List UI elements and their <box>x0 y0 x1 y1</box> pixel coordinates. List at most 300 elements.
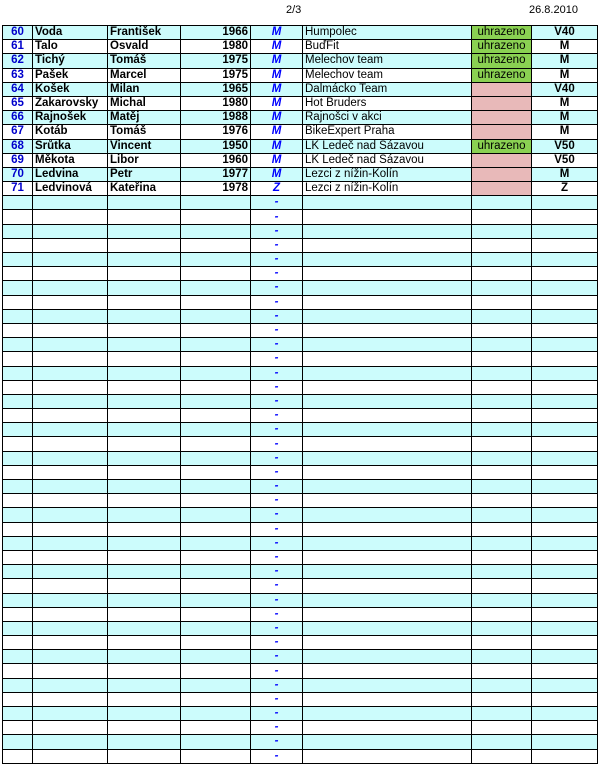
cell-number <box>3 536 33 550</box>
cell-number <box>3 423 33 437</box>
cell-year <box>181 678 251 692</box>
cell-firstname <box>108 295 181 309</box>
cell-year: 1978 <box>181 182 251 196</box>
cell-sex: - <box>251 607 303 621</box>
cell-sex: - <box>251 678 303 692</box>
cell-number <box>3 196 33 210</box>
cell-number <box>3 678 33 692</box>
cell-number <box>3 224 33 238</box>
cell-sex: - <box>251 323 303 337</box>
cell-year <box>181 650 251 664</box>
cell-surname <box>33 494 108 508</box>
cell-team <box>303 593 472 607</box>
cell-number <box>3 593 33 607</box>
cell-surname: Rajnošek <box>33 111 108 125</box>
cell-surname <box>33 508 108 522</box>
cell-sex: - <box>251 366 303 380</box>
table-row <box>3 82 598 96</box>
cell-category: M <box>532 40 598 54</box>
cell-sex: - <box>251 707 303 721</box>
cell-category: M <box>532 96 598 110</box>
cell-category <box>532 238 598 252</box>
cell-category <box>532 267 598 281</box>
cell-year: 1950 <box>181 139 251 153</box>
cell-sex: M <box>251 139 303 153</box>
cell-sex: - <box>251 565 303 579</box>
table-row <box>3 593 598 607</box>
cell-payment <box>472 536 532 550</box>
cell-surname <box>33 536 108 550</box>
cell-year <box>181 607 251 621</box>
cell-team <box>303 636 472 650</box>
cell-payment <box>472 508 532 522</box>
cell-number <box>3 494 33 508</box>
cell-surname <box>33 664 108 678</box>
cell-firstname <box>108 281 181 295</box>
cell-year: 1975 <box>181 54 251 68</box>
cell-year: 1988 <box>181 111 251 125</box>
cell-category <box>532 323 598 337</box>
cell-sex: M <box>251 111 303 125</box>
table-row <box>3 210 598 224</box>
cell-firstname <box>108 650 181 664</box>
table-row <box>3 707 598 721</box>
cell-number <box>3 465 33 479</box>
table-row <box>3 636 598 650</box>
table-row <box>3 550 598 564</box>
cell-team <box>303 678 472 692</box>
cell-sex: - <box>251 664 303 678</box>
cell-firstname <box>108 494 181 508</box>
cell-firstname: Tomáš <box>108 54 181 68</box>
cell-firstname <box>108 394 181 408</box>
cell-category <box>532 480 598 494</box>
cell-number: 60 <box>3 26 33 40</box>
cell-surname: Zakarovsky <box>33 96 108 110</box>
cell-category <box>532 309 598 323</box>
cell-team <box>303 224 472 238</box>
cell-payment <box>472 579 532 593</box>
cell-payment <box>472 721 532 735</box>
cell-category <box>532 707 598 721</box>
cell-year: 1965 <box>181 82 251 96</box>
cell-sex: - <box>251 593 303 607</box>
cell-team <box>303 451 472 465</box>
cell-year <box>181 309 251 323</box>
cell-firstname: Milan <box>108 82 181 96</box>
cell-year: 1960 <box>181 153 251 167</box>
cell-number <box>3 309 33 323</box>
cell-team <box>303 664 472 678</box>
cell-category <box>532 423 598 437</box>
cell-payment <box>472 707 532 721</box>
table-row <box>3 281 598 295</box>
cell-team <box>303 210 472 224</box>
cell-sex: - <box>251 295 303 309</box>
cell-category <box>532 735 598 749</box>
cell-firstname <box>108 253 181 267</box>
cell-sex: - <box>251 522 303 536</box>
cell-category <box>532 394 598 408</box>
page-header <box>0 4 600 20</box>
cell-firstname <box>108 480 181 494</box>
cell-number <box>3 522 33 536</box>
table-row <box>3 40 598 54</box>
cell-team <box>303 196 472 210</box>
cell-year <box>181 210 251 224</box>
table-row <box>3 437 598 451</box>
cell-team <box>303 607 472 621</box>
table-row <box>3 692 598 706</box>
cell-payment <box>472 451 532 465</box>
cell-firstname <box>108 565 181 579</box>
cell-number <box>3 735 33 749</box>
cell-number <box>3 338 33 352</box>
cell-number: 69 <box>3 153 33 167</box>
cell-category: V40 <box>532 26 598 40</box>
cell-category: M <box>532 111 598 125</box>
cell-payment <box>472 281 532 295</box>
cell-number <box>3 565 33 579</box>
cell-team <box>303 494 472 508</box>
cell-surname <box>33 550 108 564</box>
cell-surname <box>33 451 108 465</box>
cell-category <box>532 721 598 735</box>
cell-surname <box>33 621 108 635</box>
cell-surname: Šrůtka <box>33 139 108 153</box>
cell-category <box>532 508 598 522</box>
cell-firstname <box>108 607 181 621</box>
cell-payment <box>472 366 532 380</box>
cell-sex: - <box>251 621 303 635</box>
table-row <box>3 125 598 139</box>
cell-number: 65 <box>3 96 33 110</box>
table-row <box>3 54 598 68</box>
cell-team <box>303 650 472 664</box>
cell-firstname <box>108 664 181 678</box>
cell-surname <box>33 394 108 408</box>
cell-year <box>181 380 251 394</box>
table-row <box>3 508 598 522</box>
table-row <box>3 196 598 210</box>
cell-surname <box>33 352 108 366</box>
cell-team: BuďFit <box>303 40 472 54</box>
cell-category <box>532 380 598 394</box>
cell-payment <box>472 338 532 352</box>
cell-category <box>532 621 598 635</box>
cell-category <box>532 465 598 479</box>
cell-payment <box>472 437 532 451</box>
table-row <box>3 650 598 664</box>
cell-team <box>303 394 472 408</box>
cell-number <box>3 607 33 621</box>
cell-year <box>181 267 251 281</box>
cell-category: Z <box>532 182 598 196</box>
cell-payment <box>472 621 532 635</box>
cell-year <box>181 636 251 650</box>
cell-payment <box>472 253 532 267</box>
cell-surname <box>33 238 108 252</box>
cell-team: Melechov team <box>303 68 472 82</box>
cell-year <box>181 749 251 763</box>
cell-number: 62 <box>3 54 33 68</box>
cell-year: 1977 <box>181 167 251 181</box>
cell-payment <box>472 465 532 479</box>
cell-payment <box>472 735 532 749</box>
cell-team <box>303 281 472 295</box>
page-number: 2/3 <box>286 4 302 16</box>
cell-surname <box>33 253 108 267</box>
cell-team <box>303 536 472 550</box>
cell-firstname <box>108 338 181 352</box>
cell-sex: - <box>251 494 303 508</box>
cell-surname <box>33 692 108 706</box>
table-row <box>3 735 598 749</box>
cell-surname: Ledvina <box>33 167 108 181</box>
cell-payment <box>472 650 532 664</box>
cell-team <box>303 323 472 337</box>
cell-category <box>532 749 598 763</box>
cell-category <box>532 494 598 508</box>
cell-firstname <box>108 380 181 394</box>
cell-surname <box>33 579 108 593</box>
table-row <box>3 664 598 678</box>
cell-firstname <box>108 636 181 650</box>
cell-number: 66 <box>3 111 33 125</box>
cell-number <box>3 409 33 423</box>
cell-year <box>181 621 251 635</box>
cell-sex: - <box>251 380 303 394</box>
cell-payment <box>472 167 532 181</box>
cell-category <box>532 451 598 465</box>
cell-sex: - <box>251 409 303 423</box>
cell-sex: M <box>251 167 303 181</box>
cell-team <box>303 721 472 735</box>
cell-number <box>3 210 33 224</box>
cell-category <box>532 565 598 579</box>
cell-sex: - <box>251 210 303 224</box>
cell-category <box>532 196 598 210</box>
cell-number <box>3 295 33 309</box>
cell-surname <box>33 281 108 295</box>
cell-number <box>3 749 33 763</box>
cell-surname <box>33 465 108 479</box>
cell-category: M <box>532 68 598 82</box>
cell-category: M <box>532 167 598 181</box>
table-row <box>3 295 598 309</box>
table-row <box>3 68 598 82</box>
cell-sex: M <box>251 96 303 110</box>
cell-sex: M <box>251 125 303 139</box>
cell-category <box>532 650 598 664</box>
cell-payment <box>472 224 532 238</box>
cell-year <box>181 352 251 366</box>
cell-category <box>532 437 598 451</box>
cell-firstname <box>108 735 181 749</box>
cell-category <box>532 550 598 564</box>
cell-firstname: Osvald <box>108 40 181 54</box>
cell-number <box>3 281 33 295</box>
table-row <box>3 96 598 110</box>
table-row <box>3 338 598 352</box>
cell-team: Humpolec <box>303 26 472 40</box>
cell-team <box>303 423 472 437</box>
cell-category <box>532 579 598 593</box>
table-row <box>3 139 598 153</box>
cell-sex: - <box>251 253 303 267</box>
cell-firstname: Tomáš <box>108 125 181 139</box>
cell-surname <box>33 480 108 494</box>
cell-sex: - <box>251 338 303 352</box>
cell-team <box>303 522 472 536</box>
cell-number <box>3 692 33 706</box>
cell-category: V40 <box>532 82 598 96</box>
cell-sex: - <box>251 749 303 763</box>
cell-firstname: Vincent <box>108 139 181 153</box>
cell-team <box>303 309 472 323</box>
cell-firstname <box>108 196 181 210</box>
cell-number <box>3 366 33 380</box>
table-row <box>3 494 598 508</box>
cell-year <box>181 550 251 564</box>
table-row <box>3 465 598 479</box>
cell-payment <box>472 749 532 763</box>
cell-year <box>181 253 251 267</box>
table-row <box>3 579 598 593</box>
cell-sex: - <box>251 480 303 494</box>
table-row <box>3 423 598 437</box>
cell-firstname <box>108 451 181 465</box>
table-row <box>3 565 598 579</box>
cell-number <box>3 480 33 494</box>
cell-sex: M <box>251 40 303 54</box>
cell-surname <box>33 267 108 281</box>
cell-firstname <box>108 465 181 479</box>
cell-surname: Měkota <box>33 153 108 167</box>
cell-team <box>303 338 472 352</box>
cell-sex: - <box>251 721 303 735</box>
cell-year <box>181 323 251 337</box>
table-row <box>3 409 598 423</box>
cell-firstname: Marcel <box>108 68 181 82</box>
cell-payment <box>472 423 532 437</box>
cell-surname <box>33 423 108 437</box>
cell-team <box>303 409 472 423</box>
cell-number <box>3 621 33 635</box>
cell-category <box>532 338 598 352</box>
cell-surname <box>33 607 108 621</box>
cell-payment <box>472 96 532 110</box>
table-row <box>3 26 598 40</box>
cell-year <box>181 735 251 749</box>
cell-surname <box>33 721 108 735</box>
cell-firstname <box>108 536 181 550</box>
cell-surname <box>33 210 108 224</box>
cell-sex: - <box>251 579 303 593</box>
cell-surname <box>33 735 108 749</box>
cell-category <box>532 664 598 678</box>
cell-surname <box>33 366 108 380</box>
cell-team: Dalmácko Team <box>303 82 472 96</box>
cell-year <box>181 480 251 494</box>
cell-surname <box>33 196 108 210</box>
cell-surname: Voda <box>33 26 108 40</box>
table-row <box>3 480 598 494</box>
cell-year <box>181 437 251 451</box>
cell-category: M <box>532 125 598 139</box>
cell-year <box>181 508 251 522</box>
cell-firstname <box>108 508 181 522</box>
cell-sex: - <box>251 536 303 550</box>
cell-team: Lezci z nížin-Kolín <box>303 167 472 181</box>
cell-team <box>303 508 472 522</box>
cell-team <box>303 366 472 380</box>
cell-number <box>3 380 33 394</box>
table-row <box>3 111 598 125</box>
cell-surname <box>33 309 108 323</box>
cell-payment <box>472 267 532 281</box>
cell-team <box>303 579 472 593</box>
cell-year <box>181 721 251 735</box>
cell-year <box>181 238 251 252</box>
cell-surname <box>33 380 108 394</box>
table-row <box>3 749 598 763</box>
cell-team <box>303 707 472 721</box>
cell-sex: - <box>251 650 303 664</box>
cell-sex: - <box>251 394 303 408</box>
cell-number <box>3 636 33 650</box>
cell-sex: - <box>251 352 303 366</box>
cell-payment <box>472 550 532 564</box>
cell-firstname <box>108 550 181 564</box>
cell-number <box>3 664 33 678</box>
cell-number <box>3 253 33 267</box>
cell-payment <box>472 295 532 309</box>
cell-year <box>181 664 251 678</box>
cell-team: BikeExpert Praha <box>303 125 472 139</box>
cell-year <box>181 565 251 579</box>
cell-surname <box>33 749 108 763</box>
cell-category <box>532 607 598 621</box>
cell-sex: M <box>251 153 303 167</box>
cell-payment <box>472 565 532 579</box>
cell-category <box>532 253 598 267</box>
cell-number <box>3 550 33 564</box>
cell-firstname: Kateřina <box>108 182 181 196</box>
cell-year <box>181 281 251 295</box>
cell-payment <box>472 196 532 210</box>
cell-category <box>532 352 598 366</box>
table-row <box>3 380 598 394</box>
cell-payment <box>472 664 532 678</box>
cell-team <box>303 380 472 394</box>
cell-number: 67 <box>3 125 33 139</box>
cell-firstname: Michal <box>108 96 181 110</box>
cell-team <box>303 565 472 579</box>
table-row <box>3 451 598 465</box>
cell-payment: uhrazeno <box>472 54 532 68</box>
cell-sex: - <box>251 465 303 479</box>
cell-number: 68 <box>3 139 33 153</box>
cell-payment <box>472 309 532 323</box>
cell-sex: M <box>251 68 303 82</box>
cell-year <box>181 692 251 706</box>
cell-payment <box>472 593 532 607</box>
cell-team <box>303 267 472 281</box>
cell-firstname: Matěj <box>108 111 181 125</box>
cell-team <box>303 238 472 252</box>
cell-number <box>3 394 33 408</box>
